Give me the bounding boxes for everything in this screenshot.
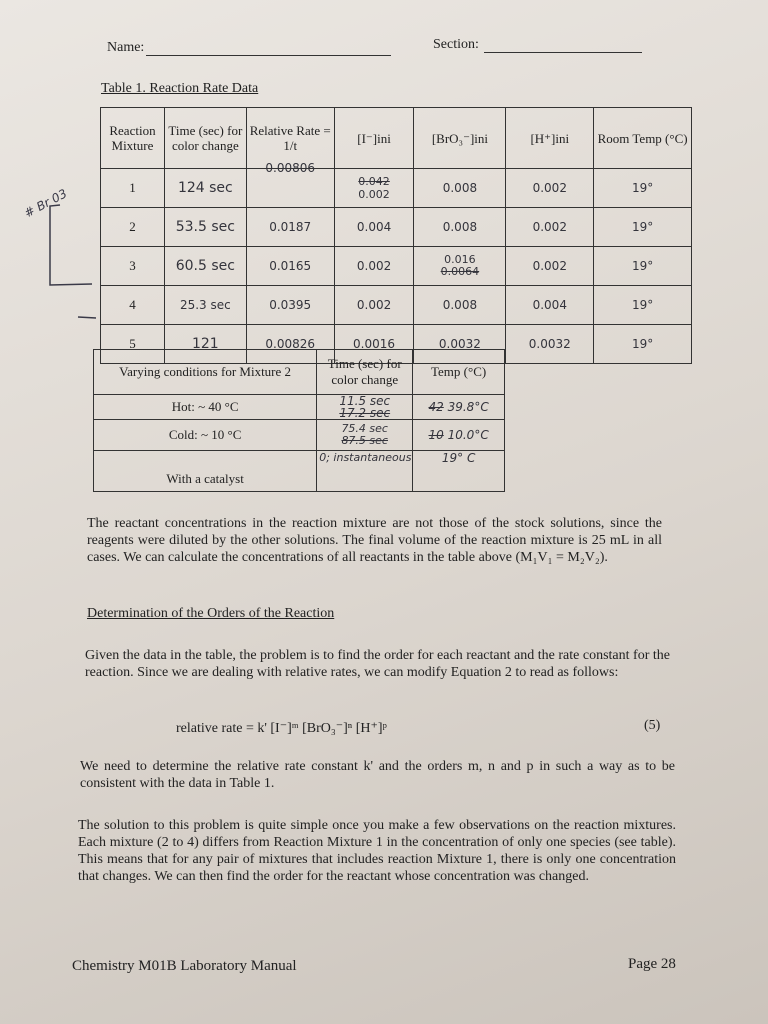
header-room-temp: Room Temp (°C) xyxy=(594,108,692,169)
time-value: 0; instantaneous xyxy=(317,451,413,492)
hydrogen-value: 0.002 xyxy=(506,169,594,208)
section-line xyxy=(484,52,642,53)
crossed-value: 0.042 xyxy=(358,175,390,188)
corrected-value: 10.0°C xyxy=(447,428,489,442)
table-row xyxy=(94,451,505,492)
time-value: 124 sec xyxy=(164,169,246,208)
mixture-number: 1 xyxy=(101,169,165,208)
manual-footer: Chemistry M01B Laboratory Manual xyxy=(72,958,297,974)
corrected-value: 39.8°C xyxy=(447,400,489,414)
bromate-value: 0.0032 xyxy=(414,325,506,364)
iodide-value: 0.002 xyxy=(334,286,414,325)
time-value xyxy=(317,395,413,420)
time-value: 53.5 sec xyxy=(164,208,246,247)
crossed-value: 87.5 sec xyxy=(341,434,388,447)
paragraph-determine: We need to determine the relative rate constant k' and the orders m, n and p in such a way as to be consistent with the data in Table 1. xyxy=(80,759,675,791)
equation-number: (5) xyxy=(644,718,661,733)
corrected-value: 0.002 xyxy=(358,188,390,201)
corrected-value: 0.016 xyxy=(444,253,476,266)
name-line xyxy=(146,55,391,56)
varying-conditions-table xyxy=(93,349,505,492)
table-row xyxy=(101,169,692,208)
bromate-value xyxy=(414,247,506,286)
condition-label: With a catalyst xyxy=(94,451,317,492)
corrected-value: 75.4 sec xyxy=(341,422,388,435)
rate-equation: relative rate = k' [I⁻]ᵐ [BrO₃⁻]ⁿ [H⁺]ᵖ xyxy=(176,721,387,736)
reaction-rate-table xyxy=(100,107,692,364)
paragraph-orders: Given the data in the table, the problem is to find the order for each reactant and the rate constant for the reaction. Since we are dealing with relative rates, we can modify Equation 2 to read as follows: xyxy=(85,648,670,680)
table-row xyxy=(94,420,505,451)
header-hydrogen-conc: [H⁺]ini xyxy=(506,108,594,169)
mixture-number: 2 xyxy=(101,208,165,247)
table-row xyxy=(94,395,505,420)
crossed-value: 17.2 sec xyxy=(339,406,391,420)
time-value: 121 xyxy=(164,325,246,364)
temp-value: 19° xyxy=(594,325,692,364)
rate-value xyxy=(246,161,334,208)
hydrogen-value: 0.002 xyxy=(506,208,594,247)
temp-value xyxy=(413,420,505,451)
condition-label: Cold: ~ 10 °C xyxy=(94,420,317,451)
iodide-value xyxy=(334,169,414,208)
mixture-number: 5 xyxy=(101,325,165,364)
temp-value xyxy=(413,395,505,420)
rate-value: 0.0165 xyxy=(246,247,334,286)
time-value: 25.3 sec xyxy=(164,286,246,325)
name-label: Name: xyxy=(107,40,145,55)
crossed-value: 10 xyxy=(428,428,444,442)
bromate-value: 0.008 xyxy=(414,286,506,325)
paragraph-solution: The solution to this problem is quite simple once you make a few observations on the reaction mixtures. Each mixture (2 to 4) differs from Reaction Mixture 1 in the concentration of only one species (see table). This means that for any pair of mixtures that includes reaction Mixture 1, there is only one concentration that changes. We can then find the order for the reactant whose concentration was changed. xyxy=(78,818,676,884)
header-reaction-mixture: Reaction Mixture xyxy=(101,108,165,169)
section-heading: Determination of the Orders of the Reaction xyxy=(87,606,335,621)
crossed-value: 0.0064 xyxy=(440,265,480,278)
mixture-number: 4 xyxy=(101,286,165,325)
hydrogen-value: 0.0032 xyxy=(506,325,594,364)
temp-value: 19° xyxy=(594,286,692,325)
header-iodide-conc: [I⁻]ini xyxy=(334,108,414,169)
temp-value: 19° C xyxy=(413,451,505,492)
table-row xyxy=(101,247,692,286)
bromate-value: 0.008 xyxy=(414,208,506,247)
header-time: Time (sec) for color change xyxy=(317,350,413,395)
header-temp: Temp (°C) xyxy=(413,350,505,395)
rate-value: 0.00826 xyxy=(246,325,334,364)
table-row xyxy=(101,286,692,325)
margin-note: # Br 03 xyxy=(22,186,70,221)
time-value: 60.5 sec xyxy=(164,247,246,286)
header-bromate-conc: [BrO₃⁻]ini xyxy=(414,108,506,169)
hydrogen-value: 0.002 xyxy=(506,247,594,286)
rate-text: 0.00806 xyxy=(265,161,315,175)
time-value xyxy=(317,420,413,451)
hydrogen-value: 0.004 xyxy=(506,286,594,325)
crossed-value: 42 xyxy=(428,400,444,414)
rate-value: 0.0395 xyxy=(246,286,334,325)
iodide-value: 0.004 xyxy=(334,208,414,247)
paragraph-dilution: The reactant concentrations in the reaction mixture are not those of the stock solutions, since the reagents were diluted by the other solutions. The final volume of the reaction mixture is 25 mL in all cases. We can calculate the concentrations of all reactants in the table above (M₁V₁ = M₂V₂). xyxy=(87,516,662,565)
iodide-value: 0.0016 xyxy=(334,325,414,364)
corrected-value: 11.5 sec xyxy=(339,394,391,408)
iodide-value: 0.002 xyxy=(334,247,414,286)
table-row xyxy=(101,208,692,247)
condition-label: Hot: ~ 40 °C xyxy=(94,395,317,420)
header-time: Time (sec) for color change xyxy=(164,108,246,169)
temp-value: 19° xyxy=(594,208,692,247)
header-relative-rate: Relative Rate = 1/t xyxy=(246,108,334,169)
section-label: Section: xyxy=(433,37,479,52)
temp-value: 19° xyxy=(594,169,692,208)
temp-value: 19° xyxy=(594,247,692,286)
header-varying-conditions: Varying conditions for Mixture 2 xyxy=(94,350,317,395)
page-number: Page 28 xyxy=(628,956,676,972)
table1-title: Table 1. Reaction Rate Data xyxy=(101,81,259,96)
bromate-value: 0.008 xyxy=(414,169,506,208)
mixture-number: 3 xyxy=(101,247,165,286)
rate-value: 0.0187 xyxy=(246,208,334,247)
